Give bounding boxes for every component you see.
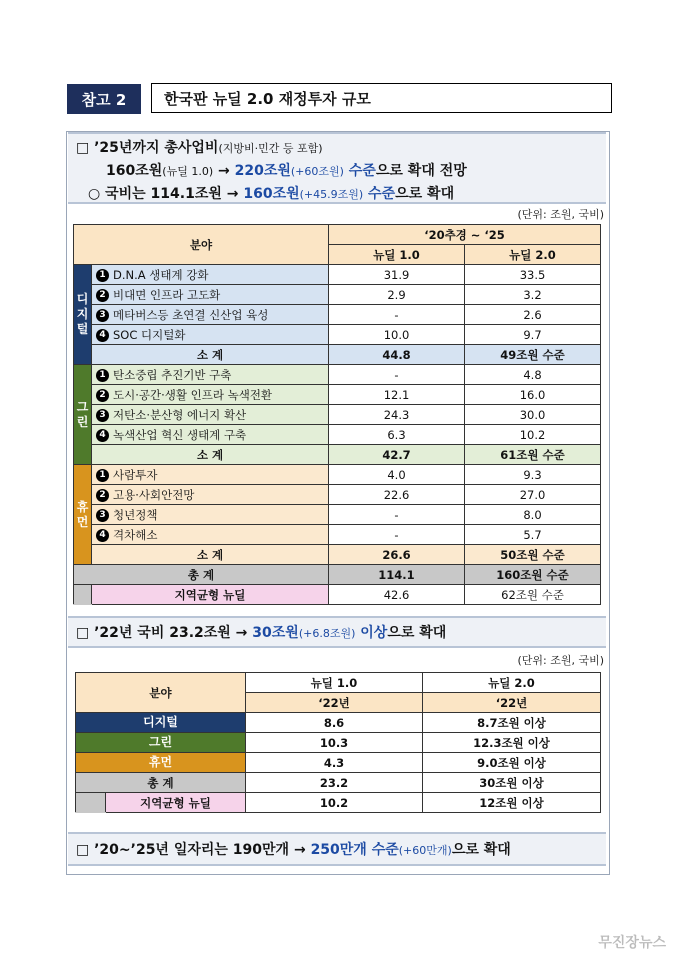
- category-human: 휴먼: [76, 753, 246, 773]
- cell-value: 22.6: [329, 485, 465, 505]
- cell-value: 6.3: [329, 425, 465, 445]
- section1-budget-level: 수준: [363, 186, 396, 202]
- regional-indent: [76, 793, 106, 813]
- table-investment-2025: [73, 224, 601, 605]
- table-row: 1 사람투자: [92, 465, 329, 485]
- regional-value: 62조원 수준: [465, 585, 601, 605]
- cell-value: 5.7: [465, 525, 601, 545]
- cell-value: 8.7조원 이상: [423, 713, 601, 733]
- watermark: 무진장뉴스: [598, 935, 666, 951]
- table-row: 2 고용·사회안전망: [92, 485, 329, 505]
- reference-badge: 참고 2: [67, 84, 141, 114]
- section2-suffix: 으로 확대: [387, 625, 447, 641]
- total-label: 총 계: [74, 565, 329, 585]
- cell-value: 2.6: [465, 305, 601, 325]
- cell-value: -: [329, 305, 465, 325]
- cell-value: 10.0: [329, 325, 465, 345]
- section2-note: (+6.8조원): [298, 627, 356, 640]
- cell-value: 9.3: [465, 465, 601, 485]
- section1-to-note: (+60조원): [290, 165, 344, 178]
- section1-from-value: 160조원: [106, 163, 163, 179]
- th-field: 분야: [76, 673, 246, 713]
- cell-value: 8.0: [465, 505, 601, 525]
- section1-budget-suffix: 으로 확대: [395, 186, 455, 202]
- subtotal-label: 소 계: [92, 545, 329, 565]
- table-row: 4 녹색산업 혁신 생태계 구축: [92, 425, 329, 445]
- cell-value: -: [329, 525, 465, 545]
- category-digital: 디지털: [74, 265, 92, 365]
- regional-label: 지역균형 뉴딜: [92, 585, 329, 605]
- regional-value: 42.6: [329, 585, 465, 605]
- regional-indent: [74, 585, 92, 605]
- table-row: 3 메타버스등 초연결 신산업 육성: [92, 305, 329, 325]
- cell-value: 33.5: [465, 265, 601, 285]
- subtotal-label: 소 계: [92, 445, 329, 465]
- table-row: 3 청년정책: [92, 505, 329, 525]
- th-newdeal-1: 뉴딜 1.0: [329, 245, 465, 265]
- table-budget-2022: [75, 672, 601, 813]
- section2-headline: [68, 616, 606, 648]
- cell-value: -: [329, 365, 465, 385]
- cell-value: 16.0: [465, 385, 601, 405]
- total-value: 23.2: [246, 773, 423, 793]
- regional-value: 10.2: [246, 793, 423, 813]
- th-newdeal-2: 뉴딜 2.0: [465, 245, 601, 265]
- total-value: 30조원 이상: [423, 773, 601, 793]
- table-row: 3 저탄소·분산형 에너지 확산: [92, 405, 329, 425]
- section3-note: (+60만개): [398, 844, 452, 857]
- section1-line1-prefix: □ ’25년까지: [76, 140, 165, 156]
- cell-value: 4.8: [465, 365, 601, 385]
- cell-value: 3.2: [465, 285, 601, 305]
- category-green: 그린: [76, 733, 246, 753]
- cell-value: 9.0조원 이상: [423, 753, 601, 773]
- table-row: 1 D.N.A 생태계 강화: [92, 265, 329, 285]
- total-value: 114.1: [329, 565, 465, 585]
- cell-value: 4.0: [329, 465, 465, 485]
- cell-value: 12.3조원 이상: [423, 733, 601, 753]
- section3-prefix: □ ’20~’25년 일자리는 190만개 →: [76, 842, 311, 858]
- cell-value: 24.3: [329, 405, 465, 425]
- section2-value: 30조원: [252, 625, 299, 641]
- table-row: 2 도시·공간·생활 인프라 녹색전환: [92, 385, 329, 405]
- section2-prefix: □ ’22년 국비 23.2조원 →: [76, 625, 253, 641]
- cell-value: 10.3: [246, 733, 423, 753]
- category-green: 그린: [74, 365, 92, 465]
- total-label: 총 계: [76, 773, 246, 793]
- regional-value: 12조원 이상: [423, 793, 601, 813]
- th-newdeal-2: 뉴딜 2.0: [423, 673, 601, 693]
- section2-unit: (단위: 조원, 국비): [517, 654, 604, 667]
- section1-line1-bold: 총사업비: [164, 140, 219, 156]
- cell-value: -: [329, 505, 465, 525]
- section3-suffix: 으로 확대: [451, 842, 511, 858]
- section2-level: 이상: [355, 625, 388, 641]
- table-row: 4 격차해소: [92, 525, 329, 545]
- table-row: 2 비대면 인프라 고도화: [92, 285, 329, 305]
- th-year-1: ‘22년: [246, 693, 423, 713]
- table-row: 4 SOC 디지털화: [92, 325, 329, 345]
- section1-budget-value: 160조원: [243, 186, 300, 202]
- subtotal-label: 소 계: [92, 345, 329, 365]
- cell-value: 9.7: [465, 325, 601, 345]
- subtotal-value: 61조원 수준: [465, 445, 601, 465]
- cell-value: 27.0: [465, 485, 601, 505]
- th-newdeal-1: 뉴딜 1.0: [246, 673, 423, 693]
- cell-value: 12.1: [329, 385, 465, 405]
- table-row: 1 탄소중립 추진기반 구축: [92, 365, 329, 385]
- category-human: 휴먼: [74, 465, 92, 565]
- section1-level: 수준: [343, 163, 376, 179]
- section1-arrow: →: [213, 163, 235, 179]
- section1-budget-note: (+45.9조원): [299, 188, 364, 201]
- cell-value: 10.2: [465, 425, 601, 445]
- section1-outlook: 으로 확대 전망: [375, 163, 467, 179]
- th-field: 분야: [74, 225, 329, 265]
- cell-value: 31.9: [329, 265, 465, 285]
- th-year-2: ‘22년: [423, 693, 601, 713]
- section1-budget-prefix: ○ 국비는 114.1조원 →: [88, 186, 244, 202]
- subtotal-value: 49조원 수준: [465, 345, 601, 365]
- subtotal-value: 26.6: [329, 545, 465, 565]
- page-title: 한국판 뉴딜 2.0 재정투자 규모: [151, 83, 612, 113]
- subtotal-value: 42.7: [329, 445, 465, 465]
- category-digital: 디지털: [76, 713, 246, 733]
- section1-from-note: (뉴딜 1.0): [162, 165, 214, 178]
- section1-to-value: 220조원: [234, 163, 291, 179]
- section1-headline: [68, 132, 606, 204]
- section1-unit: (단위: 조원, 국비): [517, 208, 604, 221]
- section1-line1-note: (지방비·민간 등 포함): [218, 142, 323, 155]
- th-period: ‘20추경 ~ ‘25: [329, 225, 601, 245]
- section3-headline: [68, 832, 606, 866]
- cell-value: 4.3: [246, 753, 423, 773]
- section3-value: 250만개 수준: [310, 842, 399, 858]
- cell-value: 30.0: [465, 405, 601, 425]
- cell-value: 2.9: [329, 285, 465, 305]
- cell-value: 8.6: [246, 713, 423, 733]
- total-value: 160조원 수준: [465, 565, 601, 585]
- subtotal-value: 44.8: [329, 345, 465, 365]
- regional-label: 지역균형 뉴딜: [106, 793, 246, 813]
- subtotal-value: 50조원 수준: [465, 545, 601, 565]
